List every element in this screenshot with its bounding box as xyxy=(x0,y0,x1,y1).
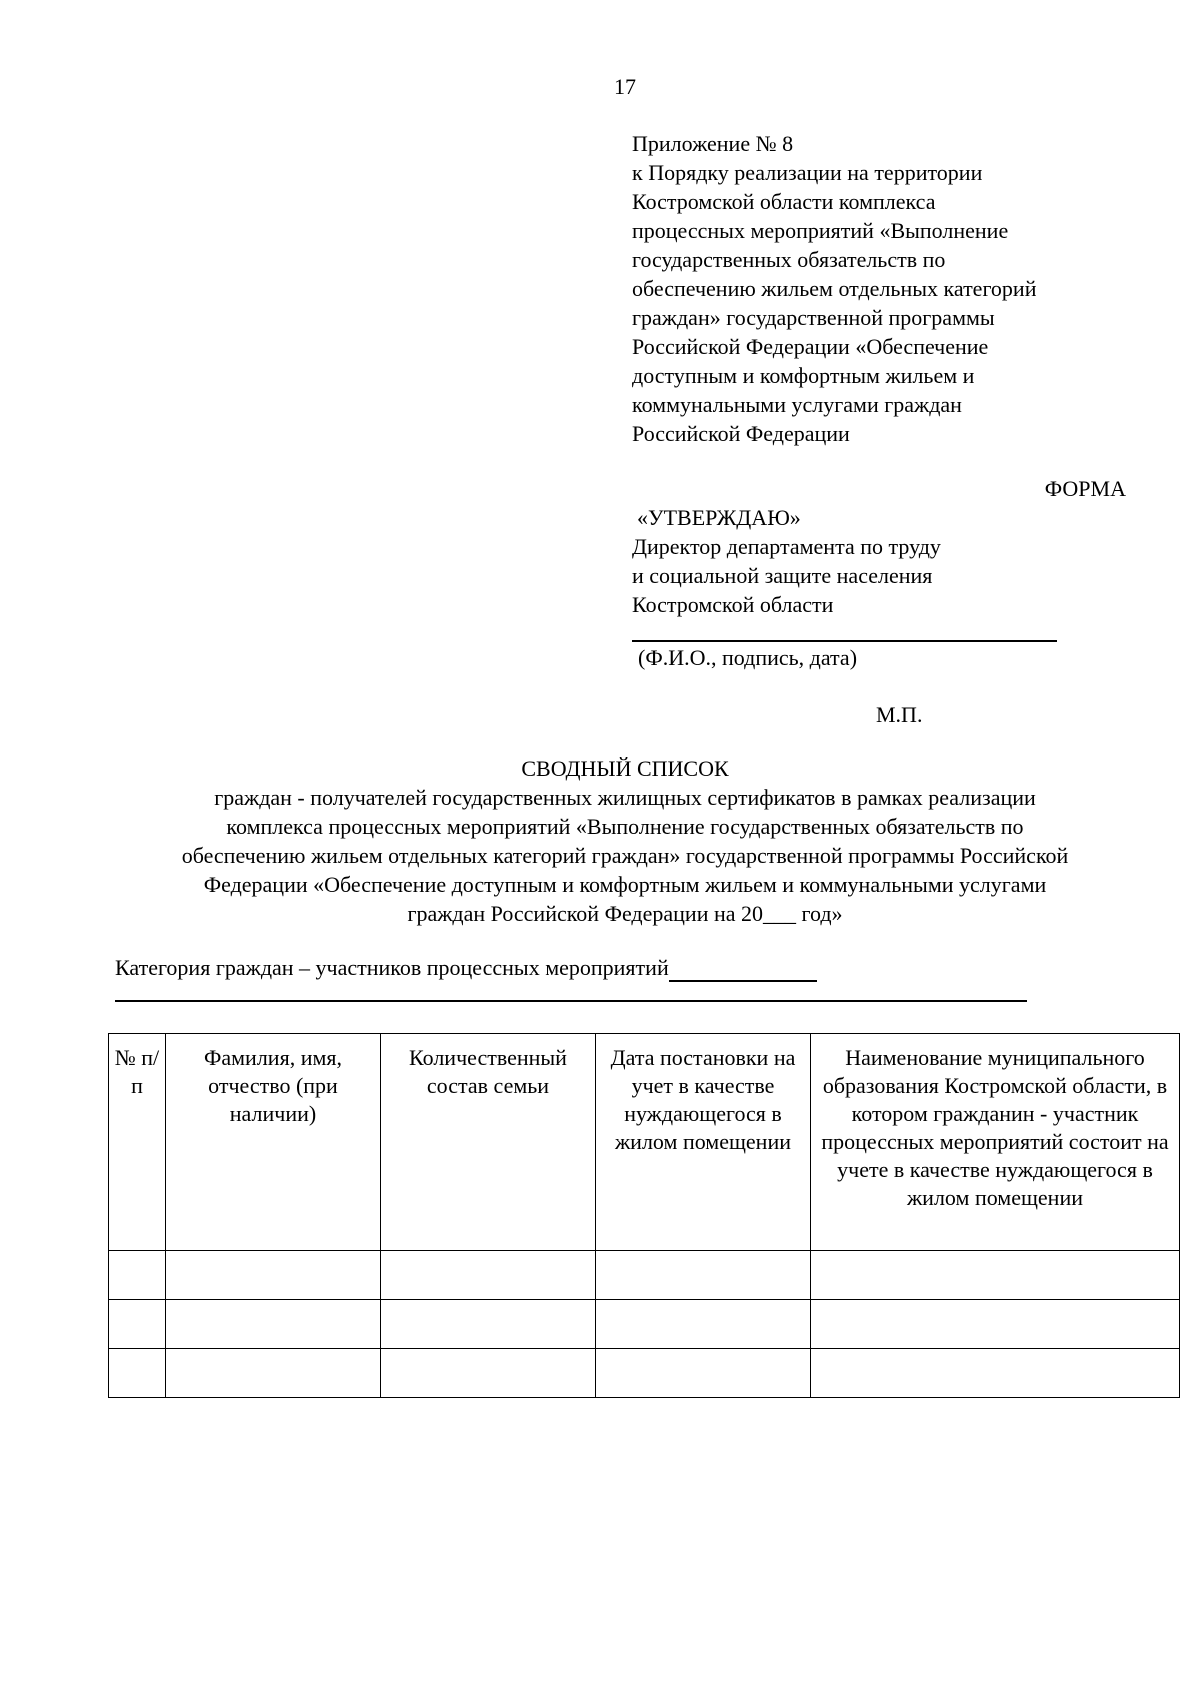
appendix-line: государственных обязательств по xyxy=(632,247,946,272)
table-cell[interactable] xyxy=(596,1349,811,1398)
table-cell[interactable] xyxy=(166,1300,381,1349)
table-cell[interactable] xyxy=(109,1349,166,1398)
appendix-line: граждан» государственной программы xyxy=(632,305,995,330)
table-cell[interactable] xyxy=(811,1300,1180,1349)
category-blank[interactable] xyxy=(669,958,817,982)
appendix-line: коммунальными услугами граждан xyxy=(632,392,962,417)
stamp-label: М.П. xyxy=(876,702,923,727)
table-cell[interactable] xyxy=(109,1300,166,1349)
table-row xyxy=(109,1300,1180,1349)
document-title-line: комплекса процессных мероприятий «Выполнение государственных обязательств по xyxy=(226,814,1024,839)
approval-title: «УТВЕРЖДАЮ» xyxy=(637,505,801,530)
appendix-line: Российской Федерации xyxy=(632,421,850,446)
table-cell[interactable] xyxy=(381,1251,596,1300)
signature-line[interactable] xyxy=(632,640,1057,642)
page-number: 17 xyxy=(614,74,636,99)
table-cell[interactable] xyxy=(596,1251,811,1300)
appendix-reference xyxy=(632,129,1152,448)
table-row xyxy=(109,1349,1180,1398)
appendix-line: Костромской области комплекса xyxy=(632,189,936,214)
table-cell[interactable] xyxy=(166,1251,381,1300)
table-header-row xyxy=(109,1034,1180,1251)
category-label: Категория граждан – участников процессных мероприятий xyxy=(115,955,669,980)
table-cell[interactable] xyxy=(811,1349,1180,1398)
appendix-line: процессных мероприятий «Выполнение xyxy=(632,218,1009,243)
header-full-name: Фамилия, имя, отчество (при наличии) xyxy=(166,1034,381,1251)
table-cell[interactable] xyxy=(166,1349,381,1398)
category-blank-line[interactable] xyxy=(115,1000,1027,1002)
signature-caption: (Ф.И.О., подпись, дата) xyxy=(638,645,858,670)
document-title xyxy=(110,754,1140,928)
table-cell[interactable] xyxy=(381,1300,596,1349)
approval-line: Костромской области xyxy=(632,592,834,617)
appendix-line: обеспечению жильем отдельных категорий xyxy=(632,276,1037,301)
appendix-line: Приложение № 8 xyxy=(632,131,794,156)
header-municipality: Наименование муниципального образования Костромской области, в котором гражданин - участник процессных мероприятий состоит на учете в качестве нуждающегося в жилом помещении xyxy=(811,1034,1180,1251)
header-family-size: Количественный состав семьи xyxy=(381,1034,596,1251)
table-cell[interactable] xyxy=(596,1300,811,1349)
document-heading: СВОДНЫЙ СПИСОК xyxy=(521,756,729,781)
citizens-table xyxy=(108,1033,1180,1398)
appendix-line: доступным и комфортным жильем и xyxy=(632,363,975,388)
approval-block xyxy=(632,503,1152,619)
header-registration-date: Дата постановки на учет в качестве нуждающегося в жилом помещении xyxy=(596,1034,811,1251)
header-number: № п/п xyxy=(109,1034,166,1251)
appendix-line: к Порядку реализации на территории xyxy=(632,160,983,185)
table-cell[interactable] xyxy=(811,1251,1180,1300)
document-title-line: Федерации «Обеспечение доступным и комфортным жильем и коммунальными услугами xyxy=(203,872,1047,897)
form-label: ФОРМА xyxy=(1044,476,1126,501)
appendix-line: Российской Федерации «Обеспечение xyxy=(632,334,989,359)
document-title-line: обеспечению жильем отдельных категорий граждан» государственной программы Российской xyxy=(181,843,1069,868)
document-title-line: граждан Российской Федерации на 20___ год» xyxy=(407,901,843,926)
category-field xyxy=(115,953,817,982)
table-row xyxy=(109,1251,1180,1300)
document-title-line: граждан - получателей государственных жилищных сертификатов в рамках реализации xyxy=(214,785,1036,810)
approval-line: и социальной защите населения xyxy=(632,563,933,588)
approval-line: Директор департамента по труду xyxy=(632,534,941,559)
table-cell[interactable] xyxy=(381,1349,596,1398)
table-cell[interactable] xyxy=(109,1251,166,1300)
